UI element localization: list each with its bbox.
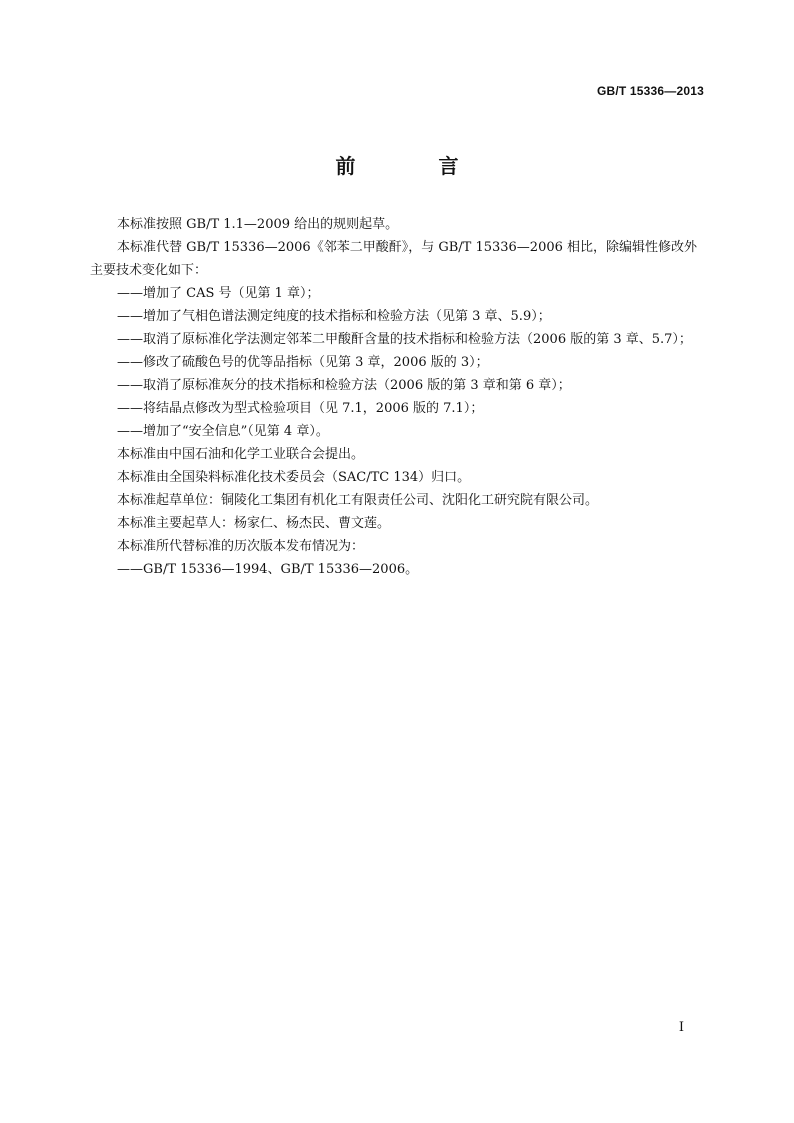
standard-code: GB/T 15336—2013 [596, 84, 704, 98]
page-number: I [678, 1020, 684, 1035]
list-item: ——取消了原标准灰分的技术指标和检验方法（2006 版的第 3 章和第 6 章）； [117, 378, 571, 393]
paragraph-history-intro: 本标准所代替标准的历次版本发布情况为： [117, 539, 365, 554]
list-item: ——修改了硫酸色号的优等品指标（见第 3 章，2006 版的 3）； [117, 355, 489, 370]
paragraph-proposer: 本标准由中国石油和化学工业联合会提出。 [117, 447, 365, 462]
list-item: ——增加了 CAS 号（见第 1 章）； [117, 286, 320, 301]
paragraph-replacement: 本标准代替 GB/T 15336—2006《邻苯二甲酸酐》，与 GB/T 15336—2006 相比，除编辑性修改外主要技术变化如下： [90, 240, 698, 278]
list-item: ——增加了气相色谱法测定纯度的技术指标和检验方法（见第 3 章、5.9）； [117, 309, 551, 324]
page-title: 前 言 [335, 154, 497, 178]
paragraph-committee: 本标准由全国染料标准化技术委员会（SAC/TC 134）归口。 [117, 470, 471, 485]
list-item: ——增加了“安全信息”（见第 4 章）。 [117, 424, 329, 439]
list-item: ——将结晶点修改为型式检验项目（见 7.1，2006 版的 7.1）； [117, 401, 484, 416]
paragraph-drafters: 本标准主要起草人：杨家仁、杨杰民、曹文莲。 [117, 516, 391, 531]
paragraph-drafting-rules: 本标准按照 GB/T 1.1—2009 给出的规则起草。 [117, 217, 399, 232]
foreword-body [90, 213, 706, 581]
list-item: ——取消了原标准化学法测定邻苯二甲酸酐含量的技术指标和检验方法（2006 版的第 3 章、5.7）； [117, 332, 692, 347]
paragraph-drafting-units: 本标准起草单位：铜陵化工集团有机化工有限责任公司、沈阳化工研究院有限公司。 [117, 493, 599, 508]
paragraph-history: ——GB/T 15336—1994、GB/T 15336—2006。 [117, 562, 419, 577]
